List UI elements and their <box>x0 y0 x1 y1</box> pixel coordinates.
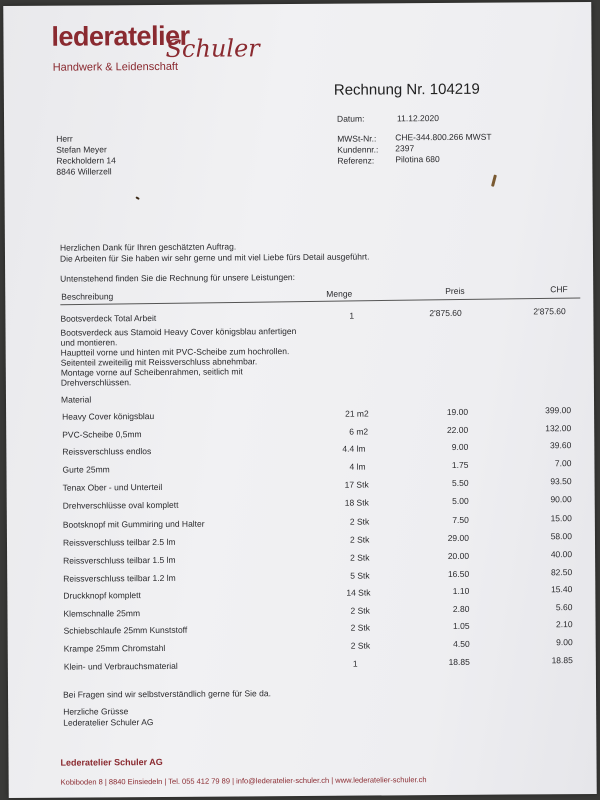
row-quantity: 6 m2 <box>349 426 369 437</box>
recipient-name: Stefan Meyer <box>56 144 107 155</box>
row-total: 90.00 <box>550 494 572 505</box>
main-item-desc: Bootsverdeck aus Stamoid Heavy Cover königsblau anfertigen <box>60 326 297 338</box>
main-item-title: Bootsverdeck Total Arbeit <box>60 313 157 324</box>
invoice-page <box>3 2 597 798</box>
intro-line-3: Untenstehend finden Sie die Rechnung für unsere Leistungen: <box>60 272 296 284</box>
main-item-desc: Montage vorne auf Scheibenrahmen, seitlich mit <box>60 366 243 378</box>
col-header-quantity: Menge <box>326 288 353 299</box>
row-description: Klemschnalle 25mm <box>63 608 141 619</box>
row-total: 132.00 <box>545 423 572 434</box>
main-item-price: 2'875.60 <box>429 307 462 319</box>
main-item-total: 2'875.60 <box>533 306 566 317</box>
material-label: Material <box>60 394 92 405</box>
row-total: 18.85 <box>551 655 573 666</box>
row-quantity: 4 lm <box>349 461 366 472</box>
row-description: Drehverschlüsse oval komplett <box>62 499 179 511</box>
row-price: 5.50 <box>452 477 469 488</box>
row-total: 39.60 <box>550 440 572 451</box>
row-quantity: 21 m2 <box>345 408 369 419</box>
row-quantity: 17 Stk <box>344 479 369 490</box>
main-item-desc: Hauptteil vorne und hinten mit PVC-Scheibe zum hochrollen. <box>60 346 290 358</box>
row-description: Reissverschluss teilbar 1.2 lm <box>63 572 176 584</box>
row-price: 4.50 <box>453 638 470 649</box>
intro-line-2: Die Arbeiten für Sie haben wir sehr gerne und mit viel Liebe fürs Detail ausgeführt. <box>59 251 370 264</box>
row-total: 399.00 <box>545 405 572 416</box>
invoice-title: Rechnung Nr. 104219 <box>333 80 480 99</box>
recipient-salutation: Herr <box>56 133 73 144</box>
row-price: 1.05 <box>452 620 470 631</box>
date-label: Datum: <box>337 113 365 124</box>
row-quantity: 2 Stk <box>349 516 370 527</box>
row-total: 15.00 <box>550 513 572 524</box>
row-price: 1.10 <box>452 585 470 596</box>
row-quantity: 5 Stk <box>350 570 370 581</box>
row-quantity: 2 Stk <box>350 622 370 633</box>
row-total: 2.10 <box>555 619 573 630</box>
row-quantity: 2 Stk <box>350 605 370 616</box>
row-price: 1.75 <box>451 459 469 470</box>
closing-signature: Lederatelier Schuler AG <box>63 717 154 728</box>
paper-mark <box>491 174 497 186</box>
row-total: 9.00 <box>556 637 573 648</box>
row-description: Bootsknopf mit Gummiring und Halter <box>62 518 205 530</box>
row-price: 16.50 <box>447 568 470 579</box>
row-total: 7.00 <box>554 458 572 469</box>
closing-greeting: Herzliche Grüsse <box>63 706 129 717</box>
row-description: Krampe 25mm Chromstahl <box>63 642 166 654</box>
row-price: 9.00 <box>451 441 469 452</box>
customer-label: Kundennr.: <box>337 144 379 155</box>
footer-address: Kobiboden 8 | 8840 Einsiedeln | Tel. 055 412 79 89 | info@lederatelier-schuler.ch | www.lederatelier-schuler.ch <box>60 775 427 787</box>
recipient-street: Reckholdern 14 <box>56 155 116 166</box>
row-price: 5.00 <box>452 495 469 506</box>
row-total: 5.60 <box>555 602 573 613</box>
row-description: Druckknopf komplett <box>63 590 141 601</box>
logo-script: Schuler <box>165 34 260 63</box>
row-price: 29.00 <box>447 532 470 543</box>
row-description: Tenax Ober - und Unterteil <box>62 481 163 493</box>
date-value: 11.12.2020 <box>397 113 439 124</box>
vat-label: MWSt-Nr.: <box>337 133 377 144</box>
row-description: Reissverschluss teilbar 1.5 lm <box>63 554 176 566</box>
col-header-total: CHF <box>550 284 568 295</box>
main-item-quantity: 1 <box>349 310 355 321</box>
row-quantity: 2 Stk <box>350 640 371 651</box>
row-total: 58.00 <box>550 531 572 542</box>
col-header-price: Preis <box>445 285 465 296</box>
customer-value: 2397 <box>395 143 415 154</box>
footer-company: Lederatelier Schuler AG <box>60 756 163 768</box>
main-item-desc: Drehverschlüssen. <box>60 377 132 388</box>
paper-mark <box>135 196 139 200</box>
row-quantity: 14 Stk <box>346 587 371 598</box>
reference-label: Referenz: <box>337 155 375 166</box>
row-description: Gurte 25mm <box>62 464 110 475</box>
main-item-desc: und montieren. <box>60 337 118 348</box>
row-quantity: 18 Stk <box>344 497 369 508</box>
header-rule <box>60 297 580 305</box>
row-description: PVC-Scheibe 0,5mm <box>62 429 142 440</box>
logo-wordmark: lederatelier <box>51 20 190 52</box>
intro-line-1: Herzlichen Dank für Ihren geschätzten Auftrag. <box>59 241 237 253</box>
row-description: Reissverschluss endlos <box>62 446 152 457</box>
row-price: 22.00 <box>446 424 469 435</box>
row-price: 18.85 <box>448 656 470 667</box>
row-quantity: 4.4 lm <box>342 443 366 454</box>
row-price: 20.00 <box>447 550 470 561</box>
row-description: Schiebschlaufe 25mm Kunststoff <box>63 624 188 636</box>
row-total: 93.50 <box>550 476 572 487</box>
row-description: Heavy Cover königsblau <box>62 411 155 422</box>
row-total: 40.00 <box>550 549 573 560</box>
row-total: 82.50 <box>550 567 573 578</box>
main-item-desc: Seitenteil zweiteilig mit Reissverschluss abnehmbar. <box>60 356 258 368</box>
row-price: 7.50 <box>452 514 469 525</box>
row-description: Reissverschluss teilbar 2.5 lm <box>62 536 176 548</box>
vat-value: CHE-344.800.266 MWST <box>395 131 492 143</box>
row-quantity: 2 Stk <box>350 552 370 563</box>
logo-tagline: Handwerk & Leidenschaft <box>52 60 179 74</box>
row-price: 19.00 <box>446 406 469 417</box>
recipient-city: 8846 Willerzell <box>56 166 112 177</box>
closing-line: Bei Fragen sind wir selbstverständlich gerne für Sie da. <box>63 688 271 700</box>
row-quantity: 1 <box>352 658 358 669</box>
row-description: Klein- und Verbrauchsmaterial <box>63 660 178 672</box>
reference-value: Pilotina 680 <box>395 154 440 165</box>
row-quantity: 2 Stk <box>349 534 370 545</box>
row-total: 15.40 <box>551 584 573 595</box>
col-header-description: Beschreibung <box>61 291 114 302</box>
row-price: 2.80 <box>452 603 470 614</box>
